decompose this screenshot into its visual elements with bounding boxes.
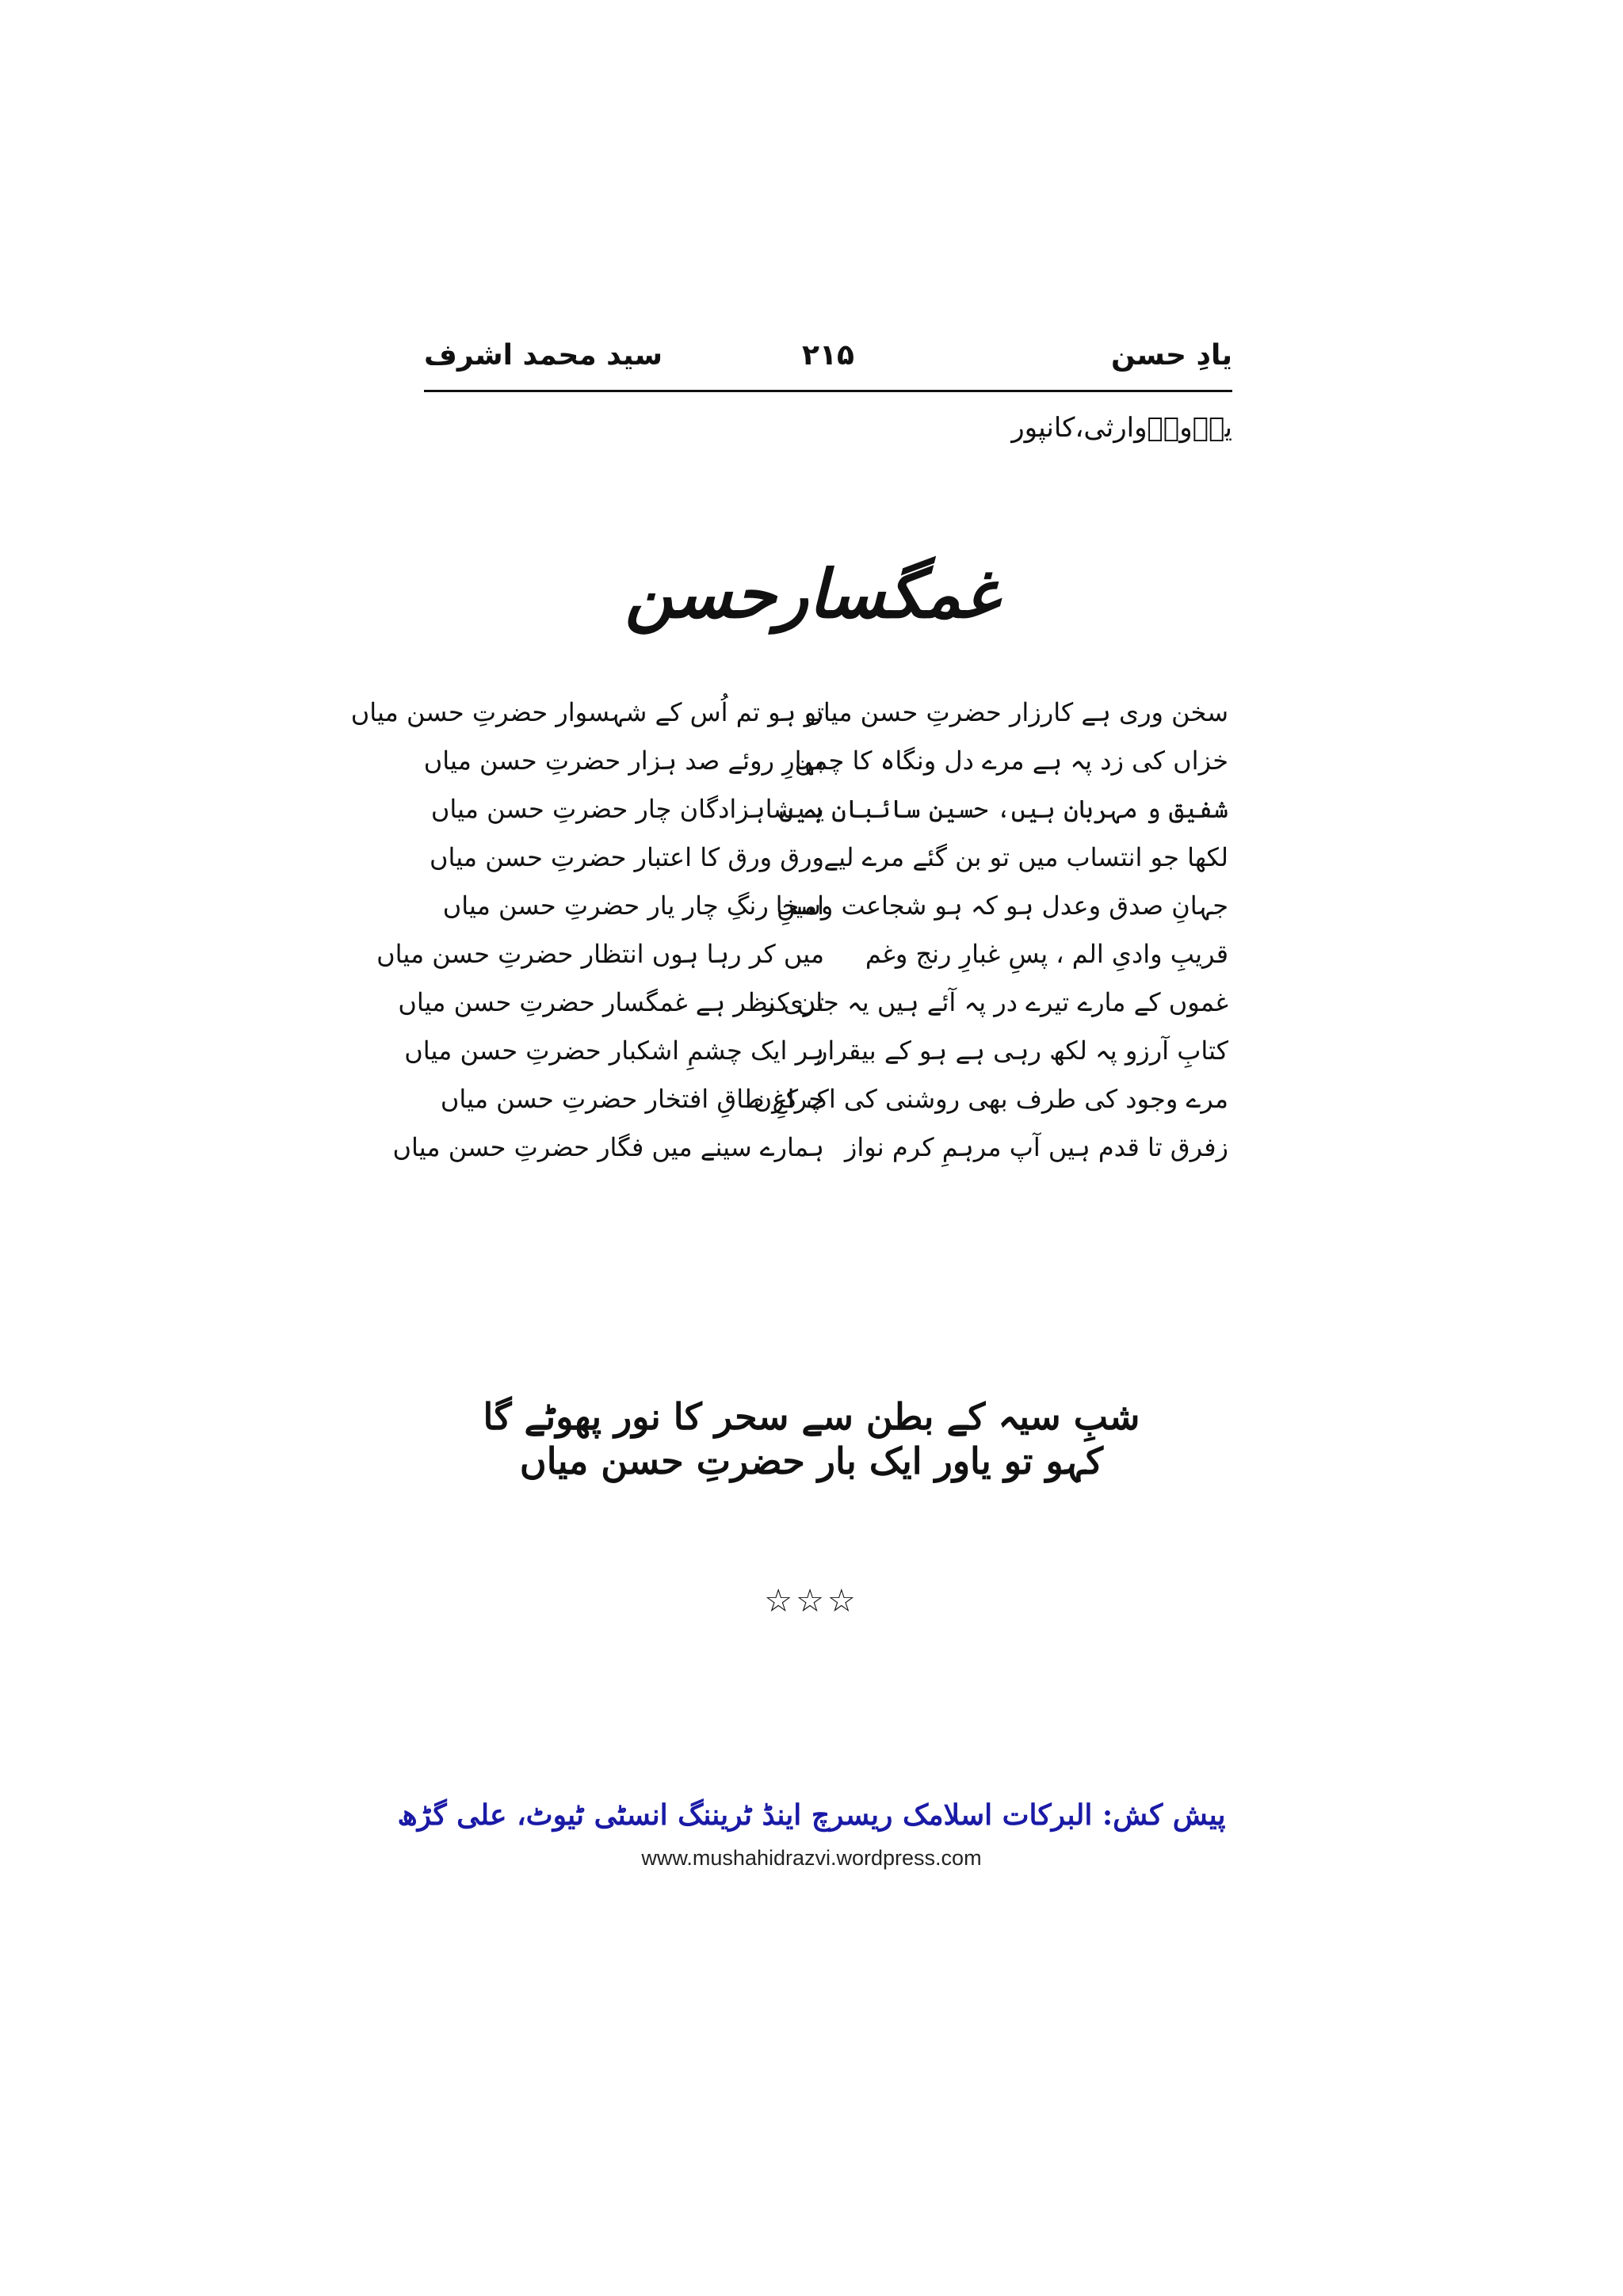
final-couplet-line-1: شبِ سیہ کے بطن سے سحر کا نور پھوٹے گا	[483, 1395, 1140, 1438]
couplet	[398, 987, 1228, 1035]
page-number: ۲۱۵	[802, 339, 854, 372]
poem-title: غمگسارحسن	[624, 555, 999, 633]
couplet	[428, 1084, 1228, 1132]
final-couplet-line-2: کہو تو یاور ایک بار حضرتِ حسن میاں	[519, 1440, 1104, 1482]
couplet	[404, 1035, 1228, 1084]
couplet	[428, 842, 1228, 891]
second-hemistich: تری نظر ہے غمگسار حضرتِ حسن میاں	[398, 987, 824, 1017]
second-hemistich: ہمارے سینے میں فگار حضرتِ حسن میاں	[392, 1132, 824, 1162]
publisher-credit: پیش کش: البرکات اسلامک ریسرچ اینڈ ٹریننگ انسٹی ٹیوٹ، علی گڑھ	[397, 1798, 1226, 1832]
header-rule	[424, 390, 1232, 392]
second-hemistich: چراغِ طاقِ افتخار حضرتِ حسن میاں	[440, 1084, 824, 1114]
couplet	[428, 891, 1228, 939]
book-title: یادِ حسن	[1110, 339, 1232, 372]
author-name: سید محمد اشرف	[424, 339, 663, 372]
website-url: www.mushahidrazvi.wordpress.com	[641, 1846, 982, 1870]
final-couplet	[0, 1394, 1623, 1483]
first-hemistich: جہانِ صدق وعدل ہو کہ ہو شجاعت وسخا	[775, 891, 1228, 921]
second-hemistich: ہر ایک چشمِ اشکبار حضرتِ حسن میاں	[404, 1035, 824, 1066]
first-hemistich: مرے وجود کی طرف بھی روشنی کی اک کرن	[753, 1084, 1228, 1114]
poet-byline: یاؔورؔوارثی،کانپور	[1011, 412, 1232, 444]
first-hemistich: لکھا جو انتساب میں تو بن گئے مرے لیے	[823, 842, 1228, 872]
couplet	[392, 1132, 1228, 1180]
couplet	[423, 746, 1228, 794]
couplet	[350, 697, 1228, 746]
first-hemistich: قریبِ وادیِ الم ، پسِ غبارِ رنج وغم	[865, 939, 1228, 969]
first-hemistich: سخن وری ہے کارزار حضرتِ حسن میاں	[804, 697, 1228, 727]
couplet-list	[350, 697, 1228, 1180]
couplet	[376, 939, 1228, 987]
second-hemistich: ورق ورق کا اعتبار حضرتِ حسن میاں	[429, 842, 824, 872]
first-hemistich: شفیق و مہربان ہیں، حسین سائبان ہیں	[778, 794, 1228, 824]
first-hemistich: کتابِ آرزو پہ لکھ رہی ہے ہو کے بیقرار	[815, 1035, 1228, 1066]
end-marker: ☆☆☆	[764, 1583, 859, 1619]
couplet	[428, 794, 1228, 842]
second-hemistich: تو ہو تم اُس کے شہسوار حضرتِ حسن میاں	[350, 697, 824, 727]
second-hemistich: میں کر رہا ہوں انتظار حضرتِ حسن میاں	[376, 939, 824, 969]
second-hemistich: یہ شاہزادگان چار حضرتِ حسن میاں	[430, 794, 824, 824]
second-hemistich: بہارِ روئے صد ہزار حضرتِ حسن میاں	[423, 746, 824, 776]
first-hemistich: غموں کے مارے تیرے در پہ آئے ہیں یہ جان کر	[762, 987, 1228, 1017]
first-hemistich: زفرق تا قدم ہیں آپ مرہمِ کرم نواز	[844, 1132, 1228, 1162]
second-hemistich: امینِ رنگِ چار یار حضرتِ حسن میاں	[442, 891, 824, 921]
running-head	[424, 339, 1232, 390]
first-hemistich: خزاں کی زد پہ ہے مرے دل ونگاہ کا چمن	[794, 746, 1228, 776]
